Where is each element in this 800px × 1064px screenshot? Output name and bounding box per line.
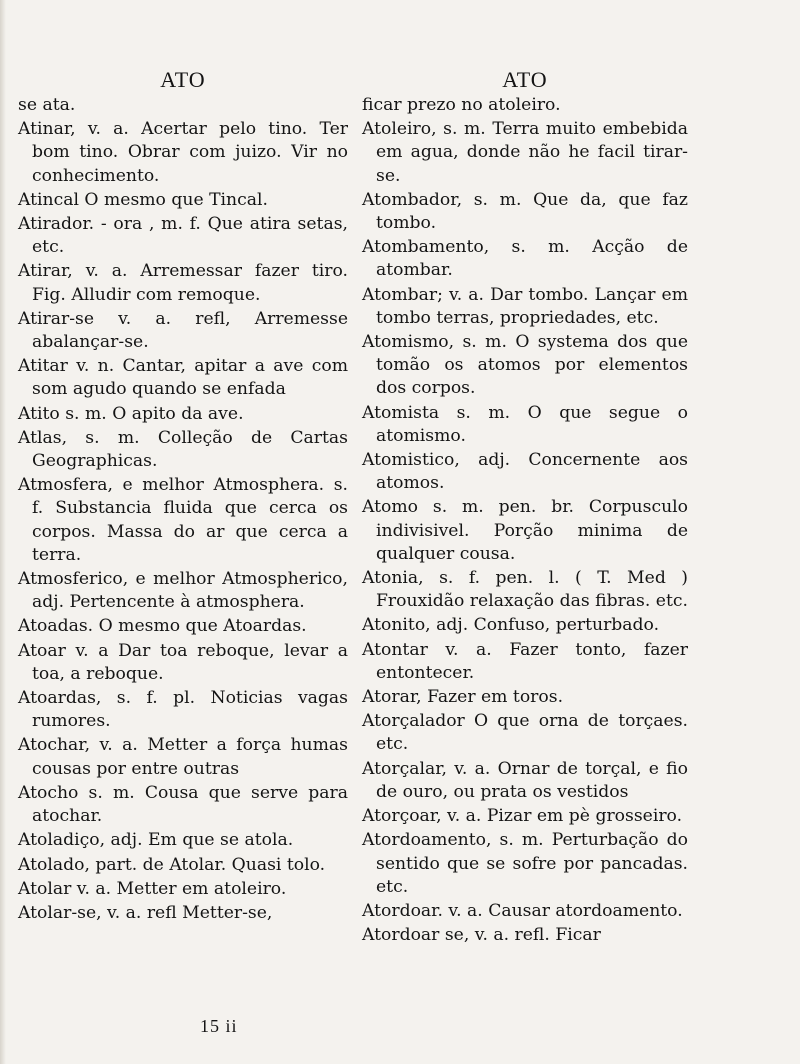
dictionary-entry: Atordoar se, v. a. refl. Ficar [362,925,601,946]
dictionary-entry: Atoar v. a Dar toa reboque, levar a toa, a reboque. [18,640,348,684]
printer-signature-mark: 15 ii [200,1016,238,1036]
dictionary-entry: Atordoar. v. a. Causar atordoamento. [362,900,683,921]
dictionary-entry: Atombamento, s. m. Acção de atombar. [362,237,688,281]
dictionary-entry: Atomismo, s. m. O systema dos que tomão os atomos por elementos dos corpos. [362,332,688,399]
dictionary-entry: ficar prezo no atoleiro. [362,95,561,115]
dictionary-entry: Atombador, s. m. Que da, que faz tombo. [362,189,688,234]
dictionary-entry: Atonia, s. f. pen. l. ( T. Med ) Frouxidão relaxação das fibras. etc. [362,568,688,612]
dictionary-entry: Atitar v. n. Cantar, apitar a ave com som agudo quando se enfada [18,356,348,400]
left-column [18,66,348,926]
dictionary-entry: Atomo s. m. pen. br. Corpusculo indivisivel. Porção minima de qualquer cousa. [362,497,688,564]
dictionary-entry: Atito s. m. O apito da ave. [18,403,244,424]
left-entries [18,94,348,925]
dictionary-entry: Atontar v. a. Fazer tonto, fazer entontecer. [362,639,688,683]
dictionary-entry: Atorçalador O que orna de torçaes. etc. [362,711,688,755]
dictionary-entry: Atoleiro, s. m. Terra muito embebida em agua, donde não he facil tirar-se. [362,119,688,186]
dictionary-entry: Atonito, adj. Confuso, perturbado. [362,615,660,636]
left-running-header: ATO [160,67,206,92]
right-running-header: ATO [502,67,548,92]
binding-edge [0,0,6,1064]
dictionary-entry: Atorar, Fazer em toros. [362,687,564,708]
dictionary-entry: Atolar-se, v. a. refl Metter-se, [18,902,273,923]
dictionary-entry: Atlas, s. m. Colleção de Cartas Geographicas. [18,427,348,472]
dictionary-entry: Atinar, v. a. Acertar pelo tino. Ter bom tino. Obrar com juizo. Vir no conhecimento. [18,119,348,186]
dictionary-entry: Atirador. - ora , m. f. Que atira setas, etc. [18,214,348,258]
dictionary-entry: Atorçoar, v. a. Pizar em pè grosseiro. [362,806,683,827]
dictionary-entry: Atomistico, adj. Concernente aos atomos. [362,450,688,494]
dictionary-entry: Atochar, v. a. Metter a força humas cousas por entre outras [18,735,348,779]
dictionary-entry: Atomista s. m. O que segue o atomismo. [362,402,688,446]
dictionary-entry: Atombar; v. a. Dar tombo. Lançar em tombo terras, propriedades, etc. [362,284,688,328]
dictionary-entry: Atirar-se v. a. refl, Arremesse abalançar-se. [18,308,348,353]
dictionary-entry: Atoardas, s. f. pl. Noticias vagas rumores. [18,688,348,732]
dictionary-entry: Atordoamento, s. m. Perturbação do sentido que se sofre por pancadas. etc. [362,830,688,897]
dictionary-entry: Atolar v. a. Metter em atoleiro. [18,878,287,899]
dictionary-entry: Atmosferico, e melhor Atmospherico, adj. Pertencente à atmosphera. [18,569,348,613]
dictionary-entry: Atirar, v. a. Arremessar fazer tiro. Fig. Alludir com remoque. [18,261,348,305]
dictionary-entry: Atolado, part. de Atolar. Quasi tolo. [18,854,326,875]
dictionary-entry: se ata. [18,95,76,115]
right-column [362,66,688,948]
dictionary-entry: Atorçalar, v. a. Ornar de torçal, e fio de ouro, ou prata os vestidos [362,758,688,802]
right-entries [362,94,688,947]
dictionary-entry: Atoladiço, adj. Em que se atola. [18,830,294,851]
dictionary-entry: Atincal O mesmo que Tincal. [18,189,268,210]
dictionary-entry: Atocho s. m. Cousa que serve para atochar. [18,782,348,827]
dictionary-entry: Atmosfera, e melhor Atmosphera. s. f. Substancia fluida que cerca os corpos. Massa do ar que cerca a terra. [18,475,348,565]
dictionary-entry: Atoadas. O mesmo que Atoardas. [18,616,307,637]
